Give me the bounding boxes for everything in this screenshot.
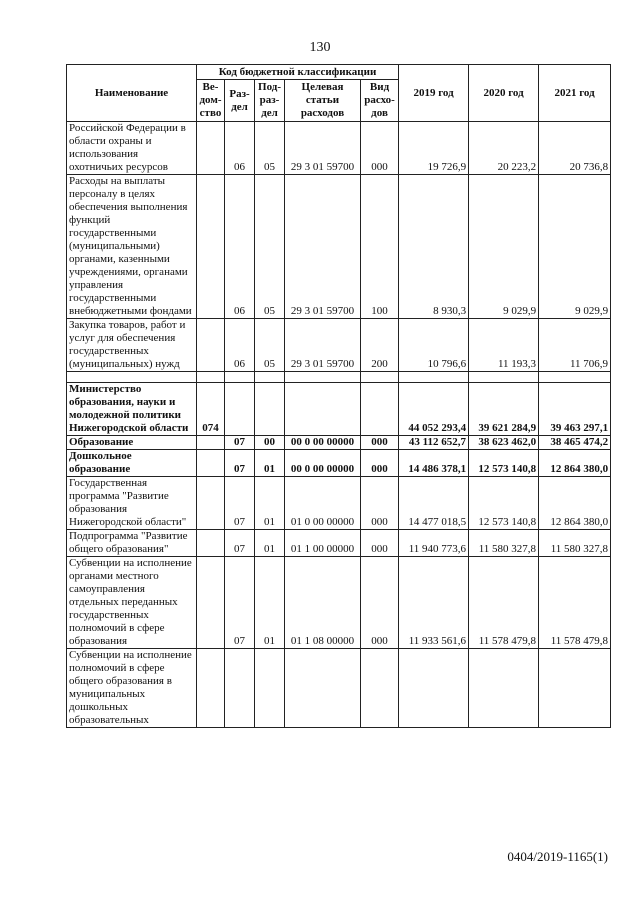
row-razdel: 07 bbox=[225, 477, 255, 530]
row-2020: 11 193,3 bbox=[469, 319, 539, 372]
table-row bbox=[67, 477, 611, 530]
row-celevaya bbox=[285, 383, 361, 436]
row-celevaya: 01 0 00 00000 bbox=[285, 477, 361, 530]
row-ved bbox=[197, 557, 225, 649]
row-2019: 43 112 652,7 bbox=[399, 436, 469, 450]
row-name: Подпрограмма "Развитие общего образования" bbox=[67, 530, 197, 557]
row-2021: 12 864 380,0 bbox=[539, 450, 611, 477]
row-2019: 14 486 378,1 bbox=[399, 450, 469, 477]
row-ved bbox=[197, 530, 225, 557]
header-vid: Вид расхо-дов bbox=[361, 80, 399, 122]
row-2021: 11 706,9 bbox=[539, 319, 611, 372]
row-2020: 12 573 140,8 bbox=[469, 477, 539, 530]
row-razdel bbox=[225, 383, 255, 436]
page-number: 130 bbox=[309, 40, 331, 55]
row-ved bbox=[197, 436, 225, 450]
row-name: Расходы на выплаты персоналу в целях обеспечения выполнения функций государственными (муниципальными) органами, казенными учреждениями, органами управления государственными внебюджетными фондами bbox=[67, 175, 197, 319]
row-2019: 14 477 018,5 bbox=[399, 477, 469, 530]
row-vid: 000 bbox=[361, 122, 399, 175]
row-2019: 10 796,6 bbox=[399, 319, 469, 372]
row-celevaya: 29 3 01 59700 bbox=[285, 122, 361, 175]
row-vid: 000 bbox=[361, 436, 399, 450]
header-2021: 2021 год bbox=[539, 65, 611, 122]
table-row bbox=[67, 319, 611, 372]
header-podrazdel: Под-раз-дел bbox=[255, 80, 285, 122]
table-row bbox=[67, 649, 611, 728]
row-ved bbox=[197, 319, 225, 372]
row-razdel: 07 bbox=[225, 530, 255, 557]
row-razdel: 06 bbox=[225, 175, 255, 319]
row-razdel: 07 bbox=[225, 450, 255, 477]
row-2020: 12 573 140,8 bbox=[469, 450, 539, 477]
row-ved: 074 bbox=[197, 383, 225, 436]
row-2019: 11 933 561,6 bbox=[399, 557, 469, 649]
table-row bbox=[67, 122, 611, 175]
header-razdel: Раз-дел bbox=[225, 80, 255, 122]
row-vid: 000 bbox=[361, 557, 399, 649]
row-name: Субвенции на исполнение органами местного самоуправления отдельных переданных государственных полномочий в сфере образования bbox=[67, 557, 197, 649]
row-podrazdel: 01 bbox=[255, 530, 285, 557]
row-2021: 9 029,9 bbox=[539, 175, 611, 319]
row-vid: 100 bbox=[361, 175, 399, 319]
row-2020: 9 029,9 bbox=[469, 175, 539, 319]
row-razdel: 06 bbox=[225, 319, 255, 372]
budget-table bbox=[66, 64, 611, 728]
row-2019: 44 052 293,4 bbox=[399, 383, 469, 436]
row-2021: 11 578 479,8 bbox=[539, 557, 611, 649]
row-celevaya: 29 3 01 59700 bbox=[285, 319, 361, 372]
row-ved bbox=[197, 649, 225, 728]
row-podrazdel: 00 bbox=[255, 436, 285, 450]
row-razdel: 06 bbox=[225, 122, 255, 175]
row-ved bbox=[197, 122, 225, 175]
row-vid: 200 bbox=[361, 319, 399, 372]
header-celevaya: Целевая статьи расходов bbox=[285, 80, 361, 122]
row-2019: 19 726,9 bbox=[399, 122, 469, 175]
row-podrazdel: 01 bbox=[255, 477, 285, 530]
header-vedomstvo: Ве-дом-ство bbox=[197, 80, 225, 122]
table-row bbox=[67, 530, 611, 557]
row-podrazdel bbox=[255, 649, 285, 728]
row-name: Дошкольное образование bbox=[67, 450, 197, 477]
row-2021: 39 463 297,1 bbox=[539, 383, 611, 436]
row-razdel: 07 bbox=[225, 436, 255, 450]
row-vid: 000 bbox=[361, 477, 399, 530]
row-celevaya: 01 1 08 00000 bbox=[285, 557, 361, 649]
row-2021: 11 580 327,8 bbox=[539, 530, 611, 557]
header-name: Наименование bbox=[67, 65, 197, 122]
row-name: Образование bbox=[67, 436, 197, 450]
row-2020: 11 580 327,8 bbox=[469, 530, 539, 557]
row-2020: 20 223,2 bbox=[469, 122, 539, 175]
table-row bbox=[67, 175, 611, 319]
row-2020: 11 578 479,8 bbox=[469, 557, 539, 649]
document-code: 0404/2019-1165(1) bbox=[507, 849, 608, 864]
row-vid bbox=[361, 383, 399, 436]
row-celevaya: 00 0 00 00000 bbox=[285, 450, 361, 477]
row-celevaya: 00 0 00 00000 bbox=[285, 436, 361, 450]
row-razdel bbox=[225, 649, 255, 728]
row-podrazdel: 01 bbox=[255, 450, 285, 477]
header-2020: 2020 год bbox=[469, 65, 539, 122]
row-vid: 000 bbox=[361, 450, 399, 477]
row-2021: 12 864 380,0 bbox=[539, 477, 611, 530]
row-ved bbox=[197, 175, 225, 319]
row-razdel: 07 bbox=[225, 557, 255, 649]
row-name: Государственная программа "Развитие образования Нижегородской области" bbox=[67, 477, 197, 530]
row-podrazdel: 05 bbox=[255, 319, 285, 372]
row-2020 bbox=[469, 649, 539, 728]
row-vid: 000 bbox=[361, 530, 399, 557]
blank-row bbox=[67, 372, 611, 383]
row-podrazdel: 01 bbox=[255, 557, 285, 649]
row-2020: 39 621 284,9 bbox=[469, 383, 539, 436]
row-podrazdel: 05 bbox=[255, 175, 285, 319]
table-row bbox=[67, 450, 611, 477]
row-name: Российской Федерации в области охраны и использования охотничьих ресурсов bbox=[67, 122, 197, 175]
header-code-group: Код бюджетной классификации bbox=[197, 65, 399, 80]
row-2020: 38 623 462,0 bbox=[469, 436, 539, 450]
row-2021: 20 736,8 bbox=[539, 122, 611, 175]
row-2019: 8 930,3 bbox=[399, 175, 469, 319]
row-podrazdel bbox=[255, 383, 285, 436]
table-row bbox=[67, 383, 611, 436]
row-ved bbox=[197, 450, 225, 477]
row-name: Субвенции на исполнение полномочий в сфере общего образования в муниципальных дошкольных образовательных bbox=[67, 649, 197, 728]
row-name: Закупка товаров, работ и услуг для обеспечения государственных (муниципальных) нужд bbox=[67, 319, 197, 372]
row-2021: 38 465 474,2 bbox=[539, 436, 611, 450]
header-2019: 2019 год bbox=[399, 65, 469, 122]
row-2021 bbox=[539, 649, 611, 728]
table-row bbox=[67, 557, 611, 649]
row-celevaya: 01 1 00 00000 bbox=[285, 530, 361, 557]
table-row bbox=[67, 436, 611, 450]
row-2019: 11 940 773,6 bbox=[399, 530, 469, 557]
row-ved bbox=[197, 477, 225, 530]
row-name: Министерство образования, науки и молодежной политики Нижегородской области bbox=[67, 383, 197, 436]
row-2019 bbox=[399, 649, 469, 728]
row-celevaya: 29 3 01 59700 bbox=[285, 175, 361, 319]
row-vid bbox=[361, 649, 399, 728]
row-podrazdel: 05 bbox=[255, 122, 285, 175]
row-celevaya bbox=[285, 649, 361, 728]
